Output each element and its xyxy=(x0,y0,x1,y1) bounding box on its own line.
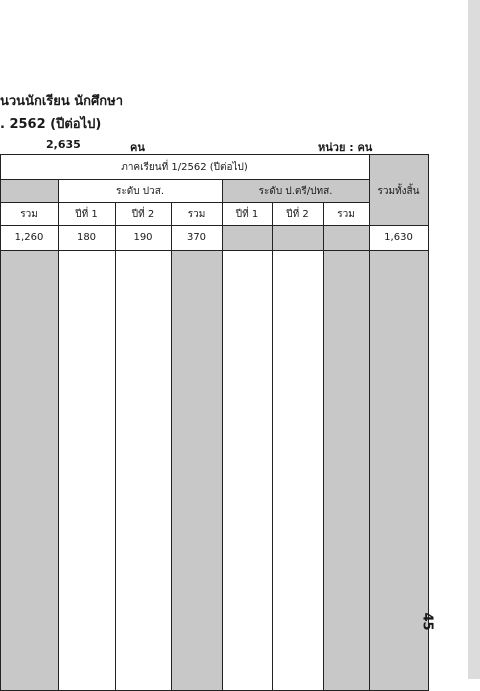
document-title-line2: . 2562 (ปีต่อไป) xyxy=(0,117,102,132)
subheader-label: ปีที่ 2 xyxy=(286,209,309,220)
body-column xyxy=(58,250,116,691)
unit-label: หน่วย : คน xyxy=(318,141,373,154)
totals-cell xyxy=(323,225,370,251)
body-column xyxy=(323,250,370,691)
totals-value: 370 xyxy=(186,232,207,243)
subheader-label: รวม xyxy=(337,209,355,220)
totals-value: 1,630 xyxy=(384,232,413,243)
totals-cell xyxy=(222,225,273,251)
level-degree: ระดับ ป.ตรี/ปทส. xyxy=(258,186,333,197)
subheader-label: ปีที่ 2 xyxy=(131,209,155,220)
body-column xyxy=(171,250,223,691)
body-column xyxy=(115,250,172,691)
level-cell-left xyxy=(0,179,59,203)
page-number: 45 xyxy=(419,612,435,631)
subheader-label: รวม xyxy=(20,209,38,220)
document-title-line1: นวนนักเรียน นักศึกษา xyxy=(0,94,124,109)
grand-total-header: รวมทั้งสิ้น xyxy=(377,186,420,197)
body-column xyxy=(222,250,273,691)
body-column xyxy=(0,250,59,691)
totals-value: 1,260 xyxy=(14,232,44,243)
subheader-label: ปีที่ 1 xyxy=(235,209,259,220)
count-unit: คน xyxy=(130,141,145,154)
semester-header: ภาคเรียนที่ 1/2562 (ปีต่อไป) xyxy=(121,162,248,173)
total-count: 2,635 xyxy=(46,138,81,151)
totals-value: 180 xyxy=(76,232,97,243)
subheader-label: ปีที่ 1 xyxy=(75,209,98,220)
body-column xyxy=(272,250,324,691)
totals-cell xyxy=(272,225,324,251)
level-pvs: ระดับ ปวส. xyxy=(115,186,165,197)
totals-value: 190 xyxy=(133,232,153,243)
subheader-label: รวม xyxy=(187,209,206,220)
page-edge-shadow xyxy=(468,0,480,679)
